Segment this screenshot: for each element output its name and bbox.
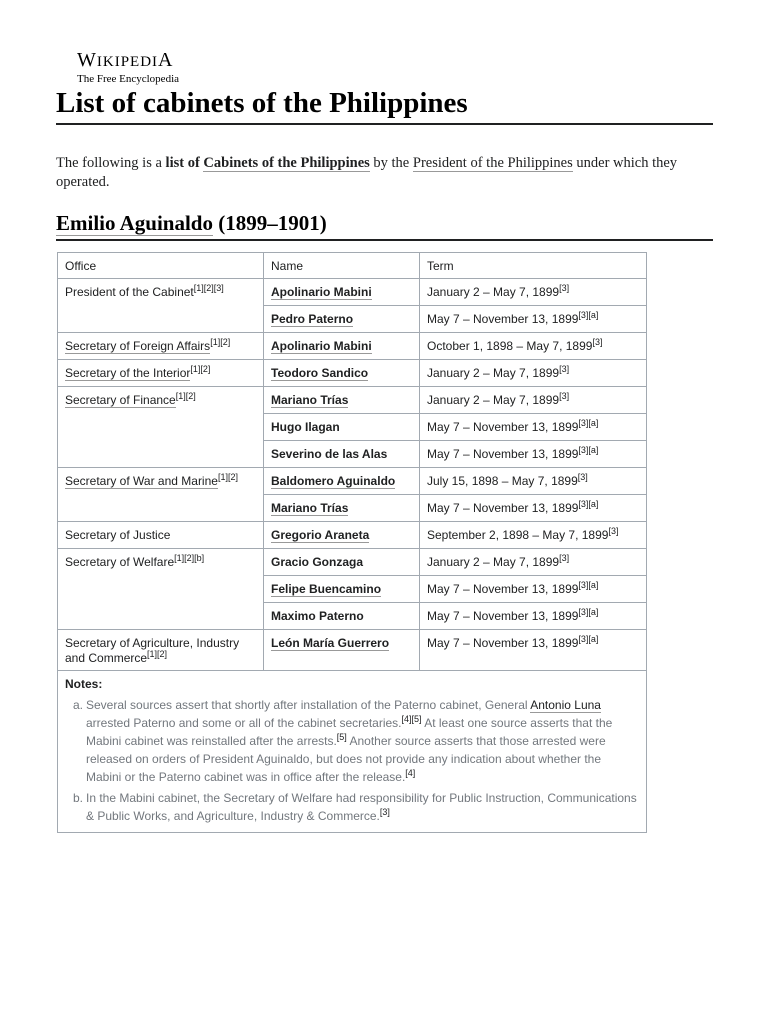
citation[interactable]: [4][5]: [401, 714, 422, 724]
office-link[interactable]: Secretary of Foreign Affairs: [65, 339, 211, 353]
office-label: Secretary of Justice: [65, 528, 171, 542]
person-link[interactable]: León María Guerrero: [271, 636, 390, 650]
term-cell: [420, 549, 647, 576]
office-cell: [58, 468, 264, 522]
citation[interactable]: [5]: [336, 732, 347, 742]
citation[interactable]: [3]: [559, 283, 570, 293]
logo-tagline: The Free Encyclopedia: [77, 73, 180, 85]
wikipedia-logo[interactable]: [77, 50, 179, 85]
person-link[interactable]: Gregorio Araneta: [271, 528, 370, 542]
citation[interactable]: [3]: [577, 472, 588, 482]
notes-cell: [58, 671, 647, 833]
citation[interactable]: [1][2]: [147, 649, 168, 659]
term-text: September 2, 1898 – May 7, 1899: [427, 528, 609, 542]
term-cell: [420, 522, 647, 549]
citation[interactable]: [3][a]: [578, 499, 599, 509]
term-text: January 2 – May 7, 1899: [427, 285, 560, 299]
note-text: In the Mabini cabinet, the Secretary of Welfare had responsibility for Public Instruction, Communications & Public Works, and Agriculture, Industry & Commerce.: [86, 791, 637, 823]
name-cell: [264, 468, 420, 495]
table-row: [58, 360, 647, 387]
term-text: May 7 – November 13, 1899: [427, 636, 579, 650]
person-name: Severino de las Alas: [271, 447, 388, 461]
president-link[interactable]: President of the Philippines: [412, 155, 573, 171]
name-cell: [264, 630, 420, 671]
person-name: Gracio Gonzaga: [271, 555, 364, 569]
table-row: [58, 630, 647, 671]
table-row: [58, 387, 647, 414]
term-text: July 15, 1898 – May 7, 1899: [427, 474, 578, 488]
citation[interactable]: [194, 283, 224, 293]
office-cell: [58, 333, 264, 360]
citation[interactable]: [3][a]: [578, 445, 599, 455]
note-text: Another source asserts that those arrested were released on orders of President Aguinaldo, but does not provide any indication about whether the Mabini or the Paterno cabinet was in office after the release.: [86, 734, 606, 784]
citation[interactable]: [1][2]: [175, 391, 196, 401]
section-years: (1899–1901): [212, 211, 327, 235]
table-header-row: [58, 253, 647, 279]
name-cell: [264, 360, 420, 387]
cabinet-table: [57, 252, 647, 833]
term-cell: [420, 306, 647, 333]
name-cell: [264, 495, 420, 522]
office-cell: [58, 387, 264, 468]
term-cell: [420, 333, 647, 360]
office-label: Secretary of Agriculture, Industry and Commerce: [65, 636, 240, 665]
note-item: [73, 696, 639, 786]
term-text: May 7 – November 13, 1899: [427, 501, 579, 515]
citation[interactable]: [1][2]: [210, 337, 231, 347]
term-text: May 7 – November 13, 1899: [427, 447, 579, 461]
person-name: Maximo Paterno: [271, 609, 364, 623]
intro-bold: list of: [165, 155, 204, 171]
citation[interactable]: [1][2]: [190, 364, 211, 374]
term-text: May 7 – November 13, 1899: [427, 420, 579, 434]
column-header-name: Name: [264, 253, 420, 279]
note-item: [73, 789, 639, 825]
citation[interactable]: [3][a]: [578, 580, 599, 590]
page-title: List of cabinets of the Philippines: [56, 84, 713, 125]
person-link[interactable]: Pedro Paterno: [271, 312, 354, 326]
citation-text[interactable]: [1][2][3]: [193, 283, 224, 293]
office-label: Secretary of Welfare: [65, 555, 175, 569]
name-cell: [264, 306, 420, 333]
office-link[interactable]: Secretary of the Interior: [65, 366, 191, 380]
citation[interactable]: [3][a]: [578, 634, 599, 644]
term-text: May 7 – November 13, 1899: [427, 609, 579, 623]
office-cell: [58, 360, 264, 387]
term-cell: [420, 603, 647, 630]
section-heading: [56, 208, 713, 241]
office-cell: [58, 522, 264, 549]
citation[interactable]: [3]: [559, 364, 570, 374]
name-cell: [264, 522, 420, 549]
note-marker: b.: [73, 791, 84, 805]
citation[interactable]: [3]: [379, 807, 390, 817]
term-text: May 7 – November 13, 1899: [427, 582, 579, 596]
intro-text: by the: [369, 155, 413, 171]
term-cell: [420, 630, 647, 671]
citation[interactable]: [4]: [405, 768, 416, 778]
note-text: Several sources assert that shortly after installation of the Paterno cabinet, General: [86, 698, 531, 712]
term-text: January 2 – May 7, 1899: [427, 366, 560, 380]
name-cell: [264, 333, 420, 360]
citation[interactable]: [3]: [608, 526, 619, 536]
table-row: [58, 279, 647, 306]
notes-row: [58, 671, 647, 833]
term-cell: [420, 414, 647, 441]
office-link[interactable]: Secretary of War and Marine: [65, 474, 218, 488]
citation[interactable]: [1][2][b]: [174, 553, 205, 563]
office-label: President of the Cabinet: [65, 285, 194, 299]
person-link[interactable]: Teodoro Sandico: [271, 366, 369, 380]
citation[interactable]: [1][2]: [217, 472, 238, 482]
aguinaldo-link[interactable]: Emilio Aguinaldo: [56, 211, 213, 235]
office-link[interactable]: Secretary of Finance: [65, 393, 176, 407]
intro-text: under which they operated.: [56, 155, 678, 190]
cabinets-link[interactable]: Cabinets of the Philippines: [203, 155, 370, 171]
term-cell: [420, 495, 647, 522]
table-row: [58, 522, 647, 549]
name-cell: [264, 441, 420, 468]
name-cell: [264, 414, 420, 441]
person-link[interactable]: Mariano Trías: [271, 501, 349, 515]
note-text: At least one source asserts that the Mabini cabinet was reinstalled after the arrests.: [86, 716, 613, 748]
note-text: arrested Paterno and some or all of the cabinet secretaries.: [86, 716, 402, 730]
term-text: January 2 – May 7, 1899: [427, 393, 560, 407]
column-header-office: Office: [58, 253, 264, 279]
person-link[interactable]: Apolinario Mabini: [271, 285, 372, 299]
name-cell: [264, 279, 420, 306]
person-link[interactable]: Felipe Buencamino: [271, 582, 382, 596]
term-cell: [420, 441, 647, 468]
person-link[interactable]: Apolinario Mabini: [271, 339, 372, 353]
table-row: [58, 549, 647, 576]
note-marker: a.: [73, 698, 84, 712]
office-cell: [58, 630, 264, 671]
office-cell: [58, 279, 264, 333]
intro-text: The following is a: [56, 155, 166, 171]
term-text: October 1, 1898 – May 7, 1899: [427, 339, 593, 353]
citation[interactable]: [3][a]: [578, 418, 599, 428]
notes-list: [65, 696, 639, 825]
citation[interactable]: [3]: [559, 553, 570, 563]
office-cell: [58, 549, 264, 630]
term-cell: [420, 279, 647, 306]
citation[interactable]: [3]: [592, 337, 603, 347]
antonio-luna-link[interactable]: Antonio Luna: [530, 698, 601, 712]
name-cell: [264, 603, 420, 630]
citation[interactable]: [3]: [559, 391, 570, 401]
table-row: [58, 468, 647, 495]
term-text: January 2 – May 7, 1899: [427, 555, 560, 569]
table-row: [58, 333, 647, 360]
term-cell: [420, 468, 647, 495]
term-text: May 7 – November 13, 1899: [427, 312, 579, 326]
term-cell: [420, 360, 647, 387]
logo-wordmark: WIKIPEDIA: [77, 49, 174, 71]
intro-paragraph: [56, 154, 713, 192]
citation[interactable]: [3][a]: [578, 310, 599, 320]
term-cell: [420, 576, 647, 603]
person-link[interactable]: Mariano Trías: [271, 393, 349, 407]
name-cell: [264, 549, 420, 576]
term-cell: [420, 387, 647, 414]
column-header-term: Term: [420, 253, 647, 279]
name-cell: [264, 576, 420, 603]
person-name: Hugo Ilagan: [271, 420, 340, 434]
citation[interactable]: [3][a]: [578, 607, 599, 617]
notes-title: Notes:: [65, 677, 103, 691]
person-link[interactable]: Baldomero Aguinaldo: [271, 474, 396, 488]
name-cell: [264, 387, 420, 414]
